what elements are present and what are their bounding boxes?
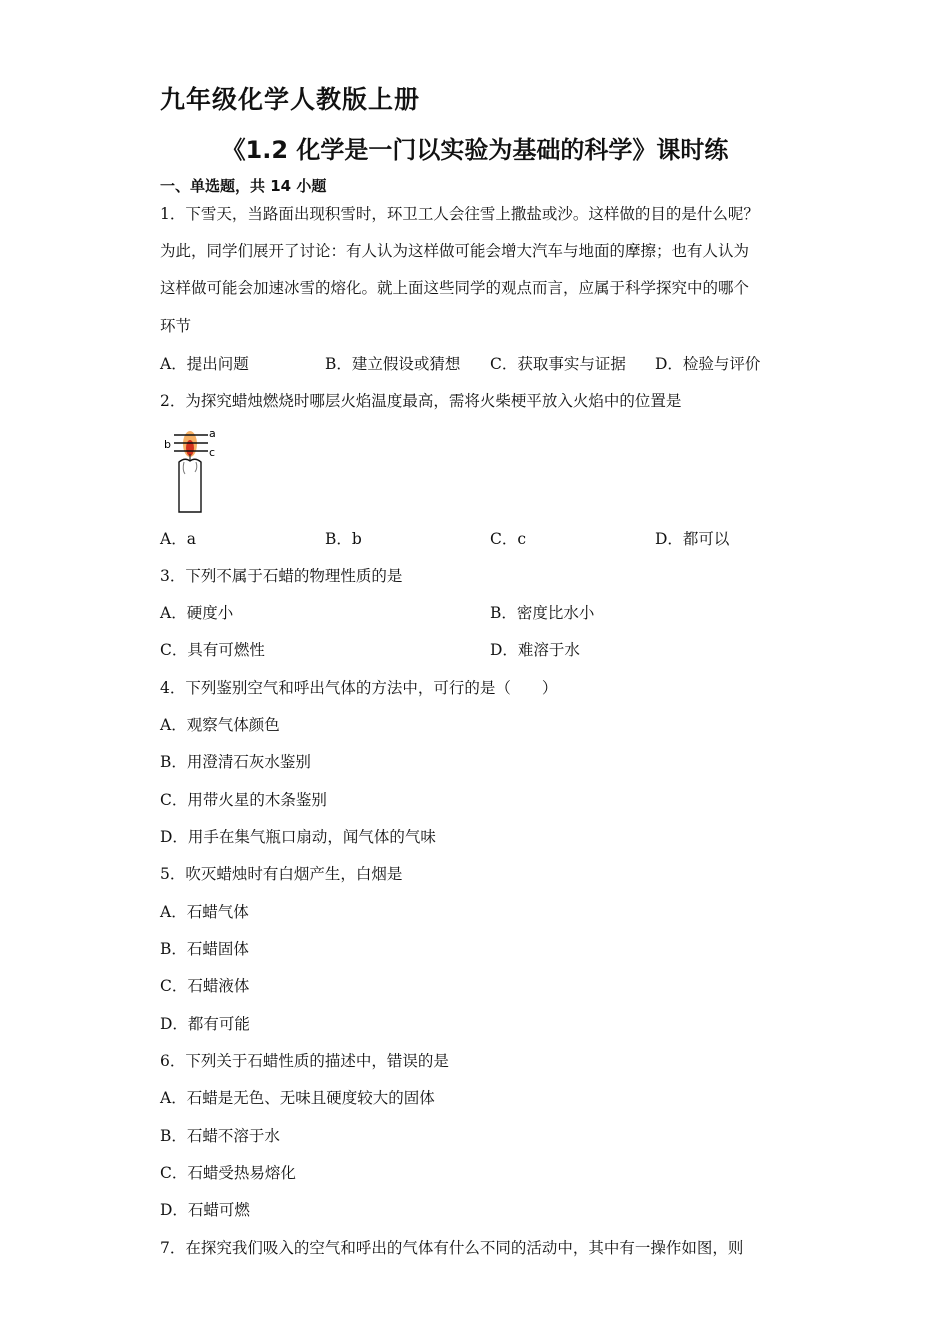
figure-label-c: c [209,446,216,459]
q6-option-b: B．石蜡不溶于水 [160,1127,280,1145]
q2-option-b: B．b [325,530,362,548]
question-2-line-1: 2．为探究蜡烛燃烧时哪层火焰温度最高，需将火柴梗平放入火焰中的位置是 [160,392,682,410]
q6-option-a: A．石蜡是无色、无味且硬度较大的固体 [160,1089,435,1107]
q2-option-c: C．c [490,530,527,548]
question-5-line-1: 5．吹灭蜡烛时有白烟产生，白烟是 [160,865,403,883]
q3-option-c: C．具有可燃性 [160,641,265,659]
document-subtitle: 《1.2 化学是一门以实验为基础的科学》课时练 [221,136,729,164]
q4-option-a: A．观察气体颜色 [160,716,280,734]
question-1-line-4: 环节 [160,317,192,335]
q2-option-a: A．a [160,530,196,548]
candle-flame-figure [160,426,220,516]
question-1-line-3: 这样做可能会加速冰雪的熔化。就上面这些同学的观点而言，应属于科学探究中的哪个 [160,279,750,297]
q6-option-d: D．石蜡可燃 [160,1201,250,1219]
q6-option-c: C．石蜡受热易熔化 [160,1164,296,1182]
question-7-line-1: 7．在探究我们吸入的空气和呼出的气体有什么不同的活动中，其中有一操作如图，则 [160,1239,744,1257]
q1-option-b: B．建立假设或猜想 [325,355,461,373]
q1-option-c: C．获取事实与证据 [490,355,626,373]
q3-option-a: A．硬度小 [160,604,234,622]
section-heading: 一、单选题，共 14 小题 [160,177,327,195]
figure-label-b: b [164,438,171,451]
q4-option-d: D．用手在集气瓶口扇动，闻气体的气味 [160,828,436,846]
q4-option-b: B．用澄清石灰水鉴别 [160,753,311,771]
q5-option-a: A．石蜡气体 [160,903,249,921]
q3-option-d: D．难溶于水 [490,641,580,659]
q3-option-b: B．密度比水小 [490,604,595,622]
document-title: 九年级化学人教版上册 [160,85,421,114]
q4-option-c: C．用带火星的木条鉴别 [160,791,327,809]
q1-option-d: D．检验与评价 [655,355,761,373]
question-1-line-1: 1．下雪天，当路面出现积雪时，环卫工人会往雪上撒盐或沙。这样做的目的是什么呢？ [160,205,759,223]
question-4-line-1: 4．下列鉴别空气和呼出气体的方法中，可行的是（ ） [160,679,558,697]
q5-option-d: D．都有可能 [160,1015,250,1033]
question-1-line-2: 为此，同学们展开了讨论：有人认为这样做可能会增大汽车与地面的摩擦；也有人认为 [160,242,750,260]
q5-option-b: B．石蜡固体 [160,940,249,958]
question-6-line-1: 6．下列关于石蜡性质的描述中，错误的是 [160,1052,449,1070]
figure-label-a: a [209,427,216,440]
question-3-line-1: 3．下列不属于石蜡的物理性质的是 [160,567,403,585]
q1-option-a: A．提出问题 [160,355,249,373]
q2-option-d: D．都可以 [655,530,730,548]
q5-option-c: C．石蜡液体 [160,977,250,995]
